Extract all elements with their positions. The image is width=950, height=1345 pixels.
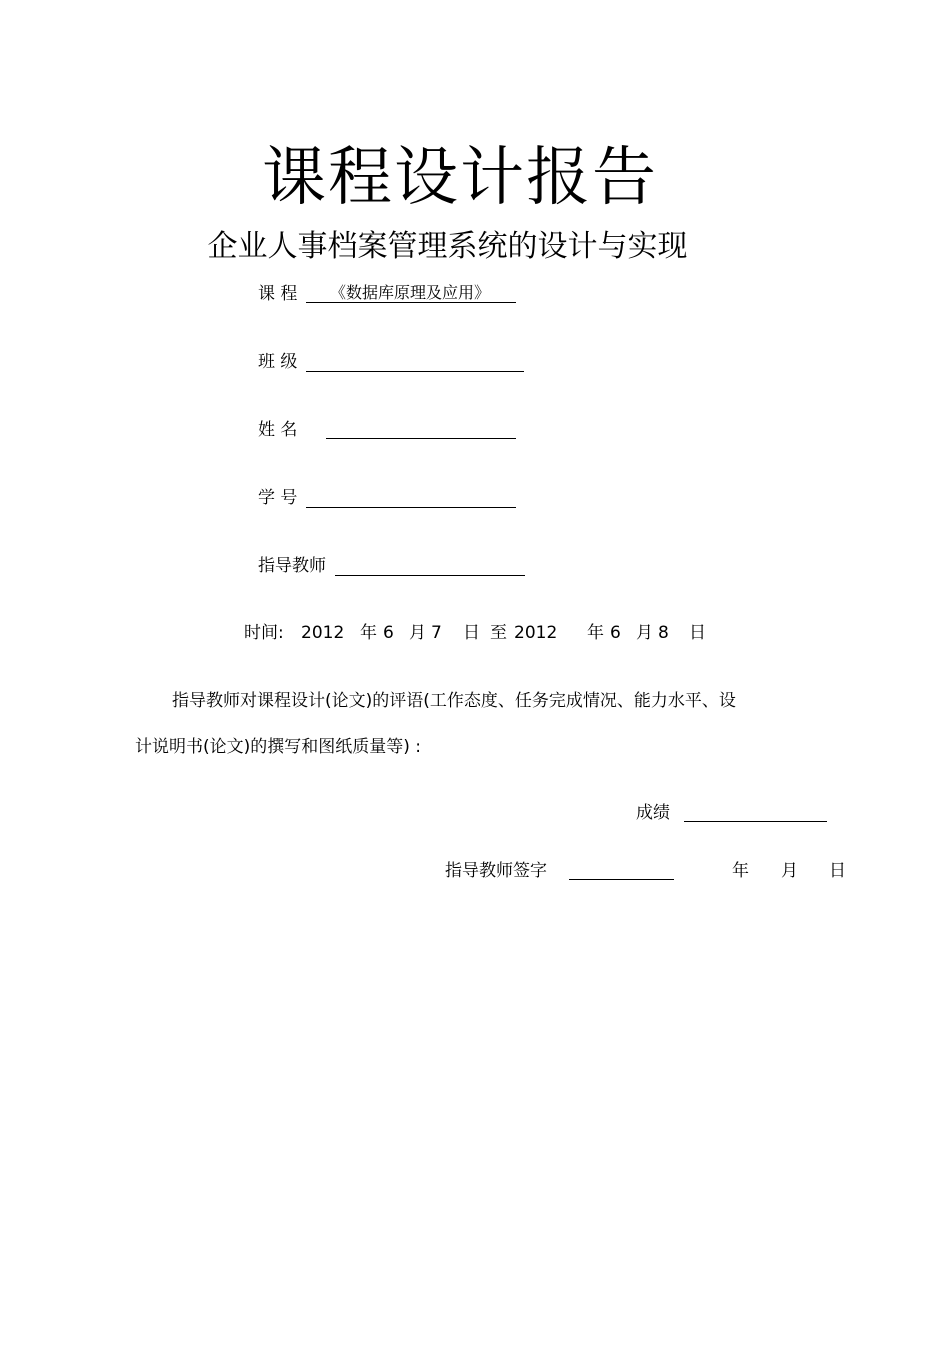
time-prefix: 时间: <box>244 623 284 643</box>
student-id-label: 学 号 <box>258 488 298 508</box>
grade-field[interactable] <box>684 803 827 822</box>
report-subtitle: 企业人事档案管理系统的设计与实现 <box>207 229 688 264</box>
signature-day-char: 日 <box>829 861 846 881</box>
end-day: 8 <box>658 623 669 643</box>
report-title: 课程设计报告 <box>262 141 658 215</box>
signature-year-char: 年 <box>732 861 749 881</box>
end-month: 6 <box>610 623 621 643</box>
grade-label: 成绩 <box>636 803 670 823</box>
start-day-char: 日 <box>463 623 480 643</box>
start-month-char: 月 <box>409 623 426 643</box>
end-month-char: 月 <box>636 623 653 643</box>
end-year: 2012 <box>514 623 558 643</box>
start-day: 7 <box>431 623 442 643</box>
signature-month-char: 月 <box>781 861 798 881</box>
class-field[interactable] <box>306 353 524 372</box>
end-day-char: 日 <box>689 623 706 643</box>
start-year: 2012 <box>301 623 345 643</box>
signature-field[interactable] <box>569 861 674 880</box>
start-year-char: 年 <box>360 623 377 643</box>
student-id-field[interactable] <box>306 489 516 508</box>
advisor-label: 指导教师 <box>258 556 326 576</box>
name-label: 姓 名 <box>258 420 298 440</box>
start-month: 6 <box>383 623 394 643</box>
advisor-field[interactable] <box>335 557 525 576</box>
comment-line-2: 计说明书(论文)的撰写和图纸质量等) : <box>135 737 422 757</box>
to-char: 至 <box>490 623 507 643</box>
course-value: 《数据库原理及应用》 <box>330 283 491 302</box>
class-label: 班 级 <box>258 352 298 372</box>
course-label: 课 程 <box>258 284 298 304</box>
end-year-char: 年 <box>587 623 604 643</box>
name-field[interactable] <box>326 420 516 439</box>
comment-line-1: 指导教师对课程设计(论文)的评语(工作态度、任务完成情况、能力水平、设 <box>172 691 736 711</box>
signature-label: 指导教师签字 <box>445 861 547 881</box>
